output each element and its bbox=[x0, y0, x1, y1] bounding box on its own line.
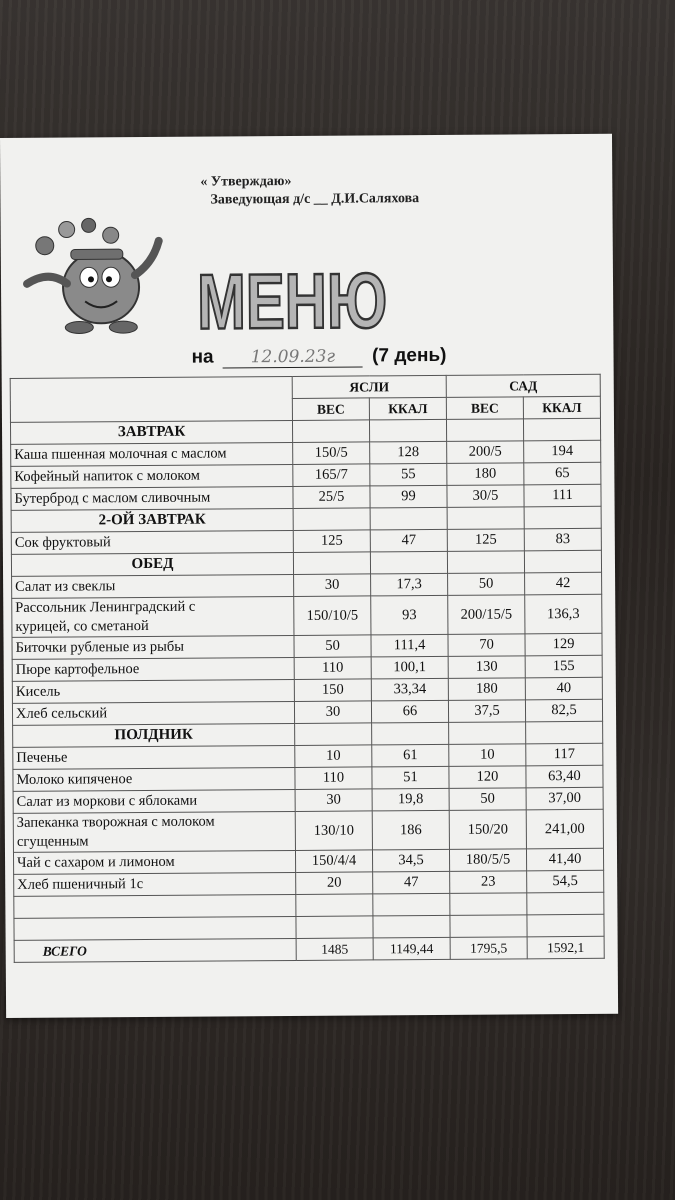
day-label: (7 день) bbox=[372, 344, 447, 367]
menu-sheet bbox=[0, 134, 618, 1018]
kindergarten-kcal: 194 bbox=[524, 440, 601, 463]
kindergarten-kcal: 42 bbox=[525, 572, 602, 595]
dish-name-text: Кисель bbox=[15, 683, 61, 700]
dish-name bbox=[12, 574, 294, 598]
menu-date-line bbox=[191, 345, 446, 369]
header-empty-cell bbox=[10, 376, 292, 422]
empty-cell bbox=[447, 507, 524, 530]
nursery-weight: 25/5 bbox=[293, 486, 370, 509]
empty-cell bbox=[447, 551, 524, 574]
nursery-weight: 110 bbox=[294, 657, 371, 680]
dish-name-text: Хлеб сельский bbox=[15, 705, 108, 722]
kindergarten-weight: 30/5 bbox=[447, 485, 524, 508]
nursery-weight: 30 bbox=[295, 789, 372, 812]
dish-name bbox=[13, 811, 295, 852]
dish-name bbox=[11, 486, 293, 510]
section-title: 2-ОЙ ЗАВТРАК bbox=[11, 508, 293, 532]
handwritten-date: 12.09.23г bbox=[223, 346, 363, 368]
nursery-weight: 150/10/5 bbox=[294, 596, 371, 636]
kindergarten-weight: 130 bbox=[448, 656, 525, 679]
nursery-weight: 150 bbox=[294, 679, 371, 702]
kindergarten-weight: 200/5 bbox=[447, 441, 524, 464]
dish-name-text: Салат из свеклы bbox=[15, 578, 116, 595]
dish-name bbox=[12, 596, 294, 637]
smeshariki-mascot-image bbox=[19, 215, 170, 336]
dish-row bbox=[13, 809, 603, 852]
section-title: ЗАВТРАК bbox=[10, 420, 292, 444]
empty-cell bbox=[373, 915, 450, 938]
empty-cell bbox=[526, 721, 603, 744]
kindergarten-weight: 23 bbox=[450, 871, 527, 894]
empty-cell bbox=[373, 893, 450, 916]
nursery-weight: 150/5 bbox=[293, 442, 370, 465]
dish-name-text-cont: курицей, со сметаной bbox=[15, 617, 149, 635]
dish-name bbox=[12, 635, 294, 659]
column-header-2: ВЕС bbox=[446, 397, 523, 420]
total-nursery-weight: 1485 bbox=[296, 938, 373, 961]
kindergarten-kcal: 111 bbox=[524, 484, 601, 507]
nursery-weight: 125 bbox=[293, 530, 370, 553]
dish-name bbox=[12, 679, 294, 703]
dish-name bbox=[13, 745, 295, 769]
empty-cell bbox=[296, 894, 373, 917]
kindergarten-weight: 50 bbox=[449, 788, 526, 811]
kindergarten-kcal: 63,40 bbox=[526, 765, 603, 788]
empty-cell bbox=[370, 507, 447, 530]
kindergarten-weight: 120 bbox=[449, 766, 526, 789]
empty-cell bbox=[450, 893, 527, 916]
dish-name bbox=[12, 657, 294, 681]
menu-title bbox=[191, 255, 452, 346]
kindergarten-kcal: 54,5 bbox=[527, 870, 604, 893]
empty-cell bbox=[293, 552, 370, 575]
kindergarten-weight: 10 bbox=[449, 744, 526, 767]
nursery-weight: 30 bbox=[294, 701, 371, 724]
nursery-weight: 150/4/4 bbox=[295, 850, 372, 873]
dish-name-text: Каша пшенная молочная с маслом bbox=[14, 445, 227, 463]
dish-name bbox=[12, 701, 294, 725]
section-title: ОБЕД bbox=[11, 552, 293, 576]
svg-text:МЕНЮ: МЕНЮ bbox=[196, 255, 452, 346]
group-header-0: ЯСЛИ bbox=[292, 375, 446, 398]
kindergarten-kcal: 129 bbox=[525, 633, 602, 656]
kindergarten-kcal: 65 bbox=[524, 462, 601, 485]
dish-name bbox=[13, 789, 295, 813]
dish-name bbox=[13, 767, 295, 791]
empty-cell bbox=[372, 722, 449, 745]
empty-cell bbox=[527, 892, 604, 915]
nursery-weight: 50 bbox=[294, 635, 371, 658]
nursery-kcal: 19,8 bbox=[372, 788, 449, 811]
total-nursery-kcal: 1149,44 bbox=[373, 937, 450, 960]
column-header-3: ККАЛ bbox=[523, 396, 600, 419]
nursery-kcal: 33,34 bbox=[371, 678, 448, 701]
nursery-weight: 10 bbox=[295, 745, 372, 768]
kindergarten-weight: 180 bbox=[447, 463, 524, 486]
dish-name-text: Печенье bbox=[16, 749, 68, 766]
empty-cell bbox=[369, 419, 446, 442]
nursery-weight: 20 bbox=[296, 872, 373, 895]
kindergarten-weight: 180/5/5 bbox=[449, 849, 526, 872]
nursery-kcal: 47 bbox=[370, 529, 447, 552]
dish-name-text: Салат из моркови с яблоками bbox=[16, 792, 198, 810]
nursery-kcal: 93 bbox=[371, 595, 448, 635]
dish-name bbox=[11, 442, 293, 466]
empty-cell bbox=[523, 418, 600, 441]
empty-cell bbox=[370, 551, 447, 574]
dish-name-text: Сок фруктовый bbox=[14, 534, 111, 551]
dish-name-text: Бутерброд с маслом сливочным bbox=[14, 489, 211, 507]
total-row bbox=[14, 936, 604, 962]
kindergarten-weight: 125 bbox=[447, 529, 524, 552]
kindergarten-kcal: 241,00 bbox=[526, 809, 603, 849]
nursery-kcal: 111,4 bbox=[371, 634, 448, 657]
kindergarten-weight: 37,5 bbox=[448, 700, 525, 723]
dish-name bbox=[11, 530, 293, 554]
nursery-weight: 110 bbox=[295, 767, 372, 790]
empty-cell bbox=[292, 420, 369, 443]
kindergarten-weight: 50 bbox=[448, 573, 525, 596]
empty-cell bbox=[296, 916, 373, 939]
dish-name bbox=[11, 464, 293, 488]
empty-cell bbox=[524, 550, 601, 573]
nursery-kcal: 55 bbox=[370, 463, 447, 486]
kindergarten-kcal: 136,3 bbox=[525, 594, 602, 634]
dish-name-text: Запеканка творожная с молоком bbox=[16, 813, 215, 831]
dish-row bbox=[12, 594, 602, 637]
section-title: ПОЛДНИК bbox=[13, 723, 295, 747]
kindergarten-kcal: 82,5 bbox=[525, 699, 602, 722]
empty-cell bbox=[449, 722, 526, 745]
nursery-kcal: 47 bbox=[373, 871, 450, 894]
group-header-1: САД bbox=[446, 374, 600, 397]
dish-name-text: Хлеб пшеничный 1с bbox=[17, 876, 144, 893]
kindergarten-kcal: 155 bbox=[525, 655, 602, 678]
approval-line: « Утверждаю» bbox=[200, 173, 292, 190]
nursery-kcal: 34,5 bbox=[372, 849, 449, 872]
nursery-weight: 130/10 bbox=[295, 811, 372, 851]
nursery-kcal: 99 bbox=[370, 485, 447, 508]
nursery-kcal: 61 bbox=[372, 744, 449, 767]
director-line: Заведующая д/с __ Д.И.Саляхова bbox=[210, 191, 420, 208]
dish-name bbox=[13, 850, 295, 874]
empty-cell bbox=[446, 419, 523, 442]
date-prefix: на bbox=[191, 346, 214, 368]
menu-table bbox=[10, 374, 605, 963]
dish-name-text: Пюре картофельное bbox=[15, 661, 140, 678]
kindergarten-kcal: 83 bbox=[524, 528, 601, 551]
kindergarten-weight: 180 bbox=[448, 678, 525, 701]
kindergarten-kcal: 41,40 bbox=[526, 848, 603, 871]
total-label: ВСЕГО bbox=[14, 938, 296, 962]
nursery-kcal: 100,1 bbox=[371, 656, 448, 679]
nursery-kcal: 51 bbox=[372, 766, 449, 789]
dish-name-text-cont: сгущенным bbox=[16, 833, 89, 850]
empty-cell bbox=[524, 506, 601, 529]
empty-cell bbox=[450, 915, 527, 938]
column-header-0: ВЕС bbox=[292, 398, 369, 421]
nursery-kcal: 66 bbox=[371, 700, 448, 723]
nursery-kcal: 186 bbox=[372, 810, 449, 850]
nursery-weight: 30 bbox=[294, 574, 371, 597]
column-header-1: ККАЛ bbox=[369, 397, 446, 420]
nursery-kcal: 128 bbox=[370, 441, 447, 464]
dish-name-text: Кофейный напиток с молоком bbox=[14, 467, 200, 485]
kindergarten-weight: 150/20 bbox=[449, 810, 526, 850]
total-kindergarten-weight: 1795,5 bbox=[450, 937, 527, 960]
dish-name-text: Рассольник Ленинградский с bbox=[15, 598, 196, 616]
nursery-weight: 165/7 bbox=[293, 464, 370, 487]
dish-name-text: Молоко кипяченое bbox=[16, 771, 133, 788]
dish-name-text: Биточки рубленые из рыбы bbox=[15, 638, 185, 656]
kindergarten-kcal: 37,00 bbox=[526, 787, 603, 810]
empty-cell bbox=[527, 914, 604, 937]
total-kindergarten-kcal: 1592,1 bbox=[527, 936, 604, 959]
kindergarten-kcal: 40 bbox=[525, 677, 602, 700]
kindergarten-weight: 200/15/5 bbox=[448, 595, 525, 635]
kindergarten-kcal: 117 bbox=[526, 743, 603, 766]
kindergarten-weight: 70 bbox=[448, 634, 525, 657]
empty-cell bbox=[293, 508, 370, 531]
dish-name-text: Чай с сахаром и лимоном bbox=[17, 853, 175, 871]
empty-cell bbox=[295, 723, 372, 746]
empty-cell bbox=[14, 894, 296, 918]
nursery-kcal: 17,3 bbox=[371, 573, 448, 596]
dish-name bbox=[14, 872, 296, 896]
empty-cell bbox=[14, 916, 296, 940]
